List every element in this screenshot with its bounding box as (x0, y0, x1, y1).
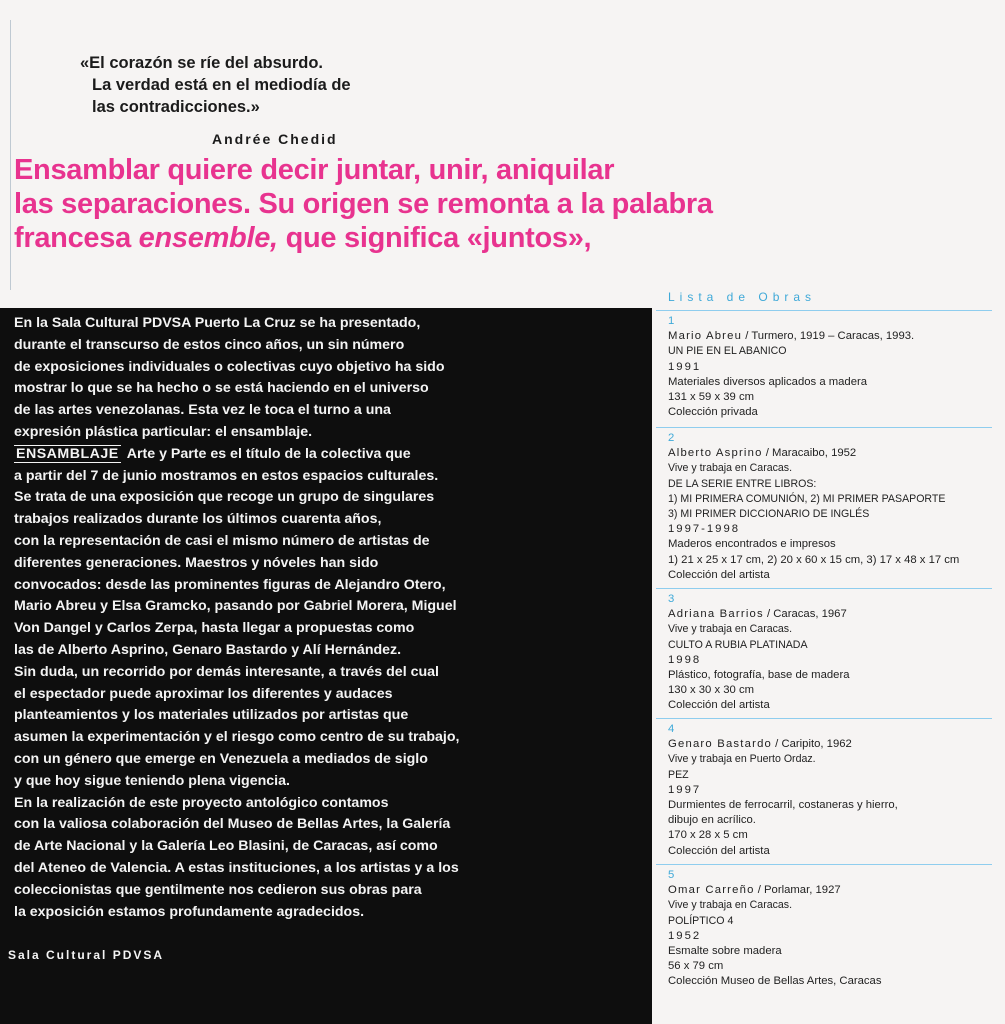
work-detail: Durmientes de ferrocarril, costaneras y hierro, (668, 799, 898, 812)
work-artist-line (668, 883, 992, 898)
body-line: planteamientos y los materiales utilizados por artistas que (14, 707, 409, 724)
quote-line: las contradicciones.» (92, 98, 260, 116)
quote-line: La verdad está en el mediodía de (92, 76, 351, 94)
work-year: 1998 (668, 653, 702, 666)
body-line: Se trata de una exposición que recoge un grupo de singulares (14, 489, 435, 506)
work-detail: Colección del artista (668, 844, 770, 857)
work-detail: Esmalte sobre madera (668, 945, 782, 958)
body-line: de las artes venezolanas. Esta vez le toca el turno a una (14, 402, 391, 419)
body-line: En la Sala Cultural PDVSA Puerto La Cruz se ha presentado, (14, 315, 421, 331)
body-line: expresión plástica particular: el ensamblaje. (14, 423, 313, 440)
body-line: el espectador puede aproximar los diferentes y audaces (14, 685, 393, 702)
body-line-rest: Arte y Parte es el título de la colectiva que (126, 445, 411, 462)
body-line: durante el transcurso de estos cinco años, un sin número (14, 336, 405, 353)
work-year: 1991 (668, 360, 702, 373)
work-number: 1 (668, 315, 675, 327)
work-detail: 56 x 79 cm (668, 960, 724, 973)
body-line: coleccionistas que gentilmente nos cedieron sus obras para (14, 881, 422, 898)
work-info: 3) MI PRIMER DICCIONARIO DE INGLÉS (668, 508, 870, 521)
work-detail: Colección del artista (668, 699, 770, 712)
headline-text: que significa «juntos», (277, 222, 592, 254)
work-detail: Plástico, fotografía, base de madera (668, 669, 850, 682)
body-line: con la representación de casi el mismo número de artistas de (14, 532, 430, 549)
work-number: 3 (668, 593, 675, 605)
signature: Sala Cultural PDVSA (8, 948, 165, 962)
work-year: 1952 (668, 929, 702, 942)
body-line: Mario Abreu y Elsa Gramcko, pasando por Gabriel Morera, Miguel (14, 598, 457, 615)
work-info: CULTO A RUBIA PLATINADA (668, 638, 808, 651)
work-info: Vive y trabaja en Caracas. (668, 462, 793, 475)
body-line: diferentes generaciones. Maestros y nóveles han sido (14, 554, 379, 571)
work-artist: Alberto Asprino (668, 447, 763, 460)
quote-author: Andrée Chedid (212, 131, 338, 147)
work-info: Vive y trabaja en Caracas. (668, 899, 793, 912)
work-detail: dibujo en acrílico. (668, 814, 756, 827)
work-info: 1) MI PRIMERA COMUNIÓN, 2) MI PRIMER PASAPORTE (668, 492, 946, 505)
headline-text: francesa (14, 222, 139, 254)
epigraph-quote (80, 52, 420, 118)
headline-emphasis: ensemble, (138, 222, 278, 254)
work-year: 1997-1998 (668, 523, 741, 536)
body-line: y que hoy sigue teniendo plena vigencia. (14, 772, 290, 789)
work-detail: Colección del artista (668, 568, 770, 581)
work-origin: / Caracas, 1967 (763, 608, 847, 621)
work-artist-line (668, 607, 992, 622)
work-detail: Materiales diversos aplicados a madera (668, 375, 868, 388)
body-line: de exposiciones individuales o colectivas cuyo objetivo ha sido (14, 358, 445, 375)
work-year: 1997 (668, 783, 702, 796)
body-line: la exposición estamos profundamente agradecidos. (14, 903, 365, 920)
work-number: 5 (668, 869, 675, 881)
body-line: a partir del 7 de junio mostramos en estos espacios culturales. (14, 467, 439, 484)
works-list-heading: Lista de Obras (668, 290, 817, 304)
body-paragraph (14, 313, 644, 444)
ensamblaje-label: ENSAMBLAJE (16, 445, 119, 462)
body-line: con la valiosa colaboración del Museo de Bellas Artes, la Galería (14, 816, 451, 833)
body-line: con un género que emerge en Venezuela a mediados de siglo (14, 750, 428, 767)
work-artist: Mario Abreu (668, 330, 743, 343)
body-line: Sin duda, un recorrido por demás interesante, a través del cual (14, 663, 439, 680)
work-artist-line (668, 329, 992, 344)
work-entry (656, 588, 992, 718)
work-info: Vive y trabaja en Puerto Ordaz. (668, 753, 816, 766)
headline-line (14, 221, 774, 255)
headline-line: Ensamblar quiere decir juntar, unir, aniquilar (14, 154, 615, 186)
body-line (14, 444, 644, 466)
work-entry (656, 718, 992, 864)
body-text (14, 313, 644, 923)
work-detail: 131 x 59 x 39 cm (668, 391, 755, 404)
work-entry (656, 427, 992, 588)
work-info: PEZ (668, 768, 689, 781)
work-info: DE LA SERIE ENTRE LIBROS: (668, 477, 817, 490)
work-detail: 130 x 30 x 30 cm (668, 684, 755, 697)
body-line: trabajos realizados durante los últimos cuarenta años, (14, 511, 382, 528)
body-line: del Ateneo de Valencia. A estas instituciones, a los artistas y a los (14, 859, 459, 876)
body-line: de Arte Nacional y la Galería Leo Blasini, de Caracas, así como (14, 838, 438, 855)
margin-rule (10, 20, 11, 290)
body-line: convocados: desde las prominentes figuras de Alejandro Otero, (14, 576, 446, 593)
works-list (656, 310, 992, 1024)
work-detail: 1) 21 x 25 x 17 cm, 2) 20 x 60 x 15 cm, 3) 17 x 48 x 17 cm (668, 553, 960, 566)
work-info: Vive y trabaja en Caracas. (668, 623, 793, 636)
work-artist: Genaro Bastardo (668, 738, 773, 751)
work-entry (656, 310, 992, 427)
body-line: asumen la experimentación y el riesgo como centro de su trabajo, (14, 729, 460, 746)
body-line: Von Dangel y Carlos Zerpa, hasta llegar a propuestas como (14, 620, 415, 637)
work-info: UN PIE EN EL ABANICO (668, 345, 787, 358)
work-number: 2 (668, 432, 675, 444)
work-origin: / Turmero, 1919 – Caracas, 1993. (742, 330, 915, 343)
work-artist: Omar Carreño (668, 884, 755, 897)
work-artist-line (668, 737, 992, 752)
quote-line: «El corazón se ríe del absurdo. (80, 54, 323, 72)
body-line: En la realización de este proyecto antológico contamos (14, 794, 389, 811)
work-number: 4 (668, 723, 675, 735)
headline-line: las separaciones. Su origen se remonta a la palabra (14, 188, 713, 220)
work-detail: Colección privada (668, 406, 758, 419)
body-line: las de Alberto Asprino, Genaro Bastardo y Alí Hernández. (14, 641, 402, 658)
work-detail: Colección Museo de Bellas Artes, Caracas (668, 975, 882, 988)
work-origin: / Caripito, 1962 (772, 738, 852, 751)
work-detail: Maderos encontrados e impresos (668, 538, 836, 551)
work-detail: 170 x 28 x 5 cm (668, 829, 748, 842)
work-artist-line (668, 446, 992, 461)
work-entry (656, 864, 992, 1024)
headline (14, 153, 774, 255)
work-info: POLÍPTICO 4 (668, 914, 734, 927)
work-artist: Adriana Barrios (668, 608, 764, 621)
work-origin: / Maracaibo, 1952 (762, 447, 857, 460)
body-paragraph (14, 466, 644, 924)
work-origin: / Porlamar, 1927 (754, 884, 841, 897)
body-line: mostrar lo que se ha hecho o se está haciendo en el universo (14, 380, 429, 397)
